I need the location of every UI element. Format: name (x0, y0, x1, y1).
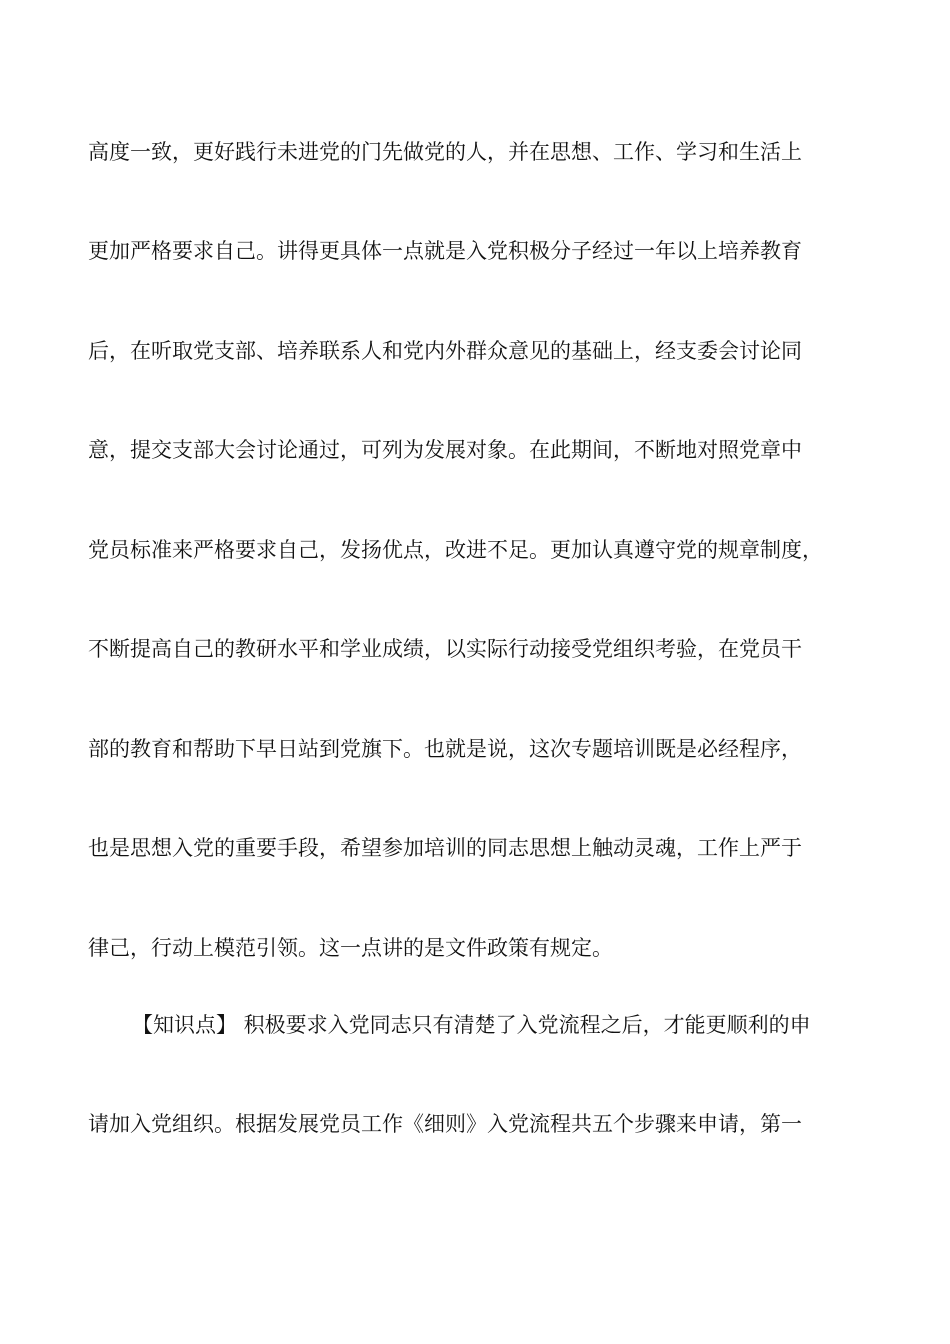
body-text-line: 律己，行动上模范引领。这一点讲的是文件政策有规定。 (88, 936, 613, 960)
body-text-line: 部的教育和帮助下早日站到党旗下。也就是说，这次专题培训既是必经程序， (88, 737, 802, 761)
body-text-line: 不断提高自己的教研水平和学业成绩，以实际行动接受党组织考验，在党员干 (88, 637, 802, 661)
body-text-line: 党员标准来严格要求自己，发扬优点，改进不足。更加认真遵守党的规章制度， (88, 538, 823, 562)
body-text-line: 请加入党组织。根据发展党员工作《细则》入党流程共五个步骤来申请，第一 (88, 1112, 802, 1136)
knowledge-point-line: 【知识点】 积极要求入党同志只有清楚了入党流程之后，才能更顺利的申 (132, 1013, 811, 1037)
body-text-line: 意，提交支部大会讨论通过，可列为发展对象。在此期间，不断地对照党章中 (88, 438, 802, 462)
body-text-line: 高度一致，更好践行未进党的门先做党的人，并在思想、工作、学习和生活上 (88, 140, 802, 164)
body-text-line: 更加严格要求自己。讲得更具体一点就是入党积极分子经过一年以上培养教育 (88, 239, 802, 263)
body-text-line: 也是思想入党的重要手段，希望参加培训的同志思想上触动灵魂，工作上严于 (88, 836, 802, 860)
body-text-line: 后，在听取党支部、培养联系人和党内外群众意见的基础上，经支委会讨论同 (88, 339, 802, 363)
